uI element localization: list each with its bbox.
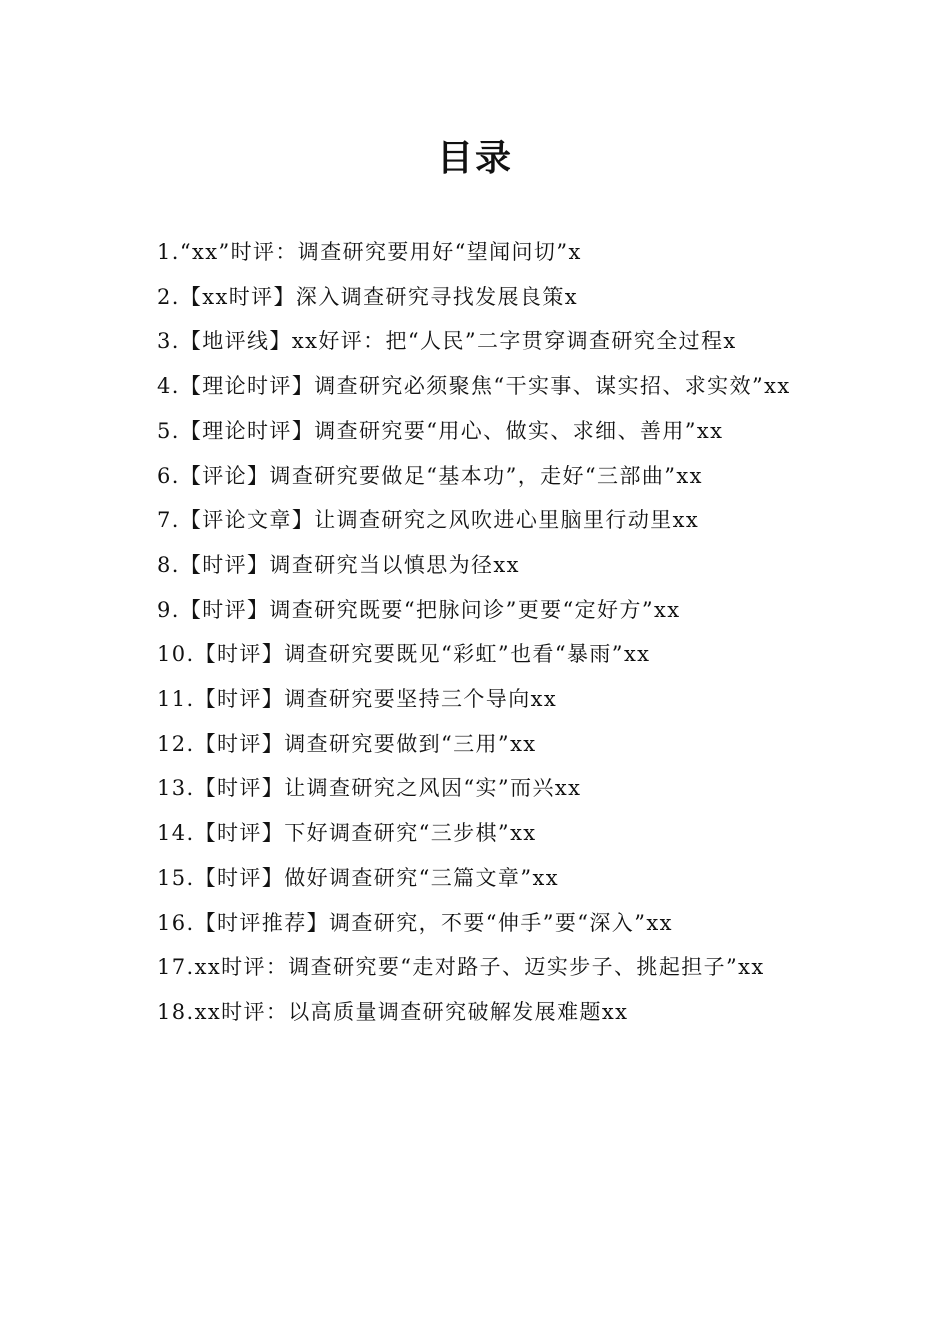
toc-entry-11[interactable]: 11.【时评】调查研究要坚持三个导向xx — [157, 687, 558, 712]
toc-entry-12[interactable]: 12.【时评】调查研究要做到“三用”xx — [157, 731, 537, 756]
toc-entry-15[interactable]: 15.【时评】做好调查研究“三篇文章”xx — [157, 865, 559, 890]
toc-entry-9[interactable]: 9.【时评】调查研究既要“把脉问诊”更要“定好方”xx — [157, 597, 681, 622]
toc-entry-17[interactable]: 17.xx时评：调查研究要“走对路子、迈实步子、挑起担子”xx — [157, 955, 765, 980]
toc-entry-2[interactable]: 2.【xx时评】深入调查研究寻找发展良策x — [157, 284, 578, 309]
toc-entry-18[interactable]: 18.xx时评：以高质量调查研究破解发展难题xx — [157, 999, 629, 1024]
toc-entry-8[interactable]: 8.【时评】调查研究当以慎思为径xx — [157, 552, 520, 577]
toc-entry-6[interactable]: 6.【评论】调查研究要做足“基本功”，走好“三部曲”xx — [157, 463, 703, 488]
toc-entry-4[interactable]: 4.【理论时评】调查研究必须聚焦“干实事、谋实招、求实效”xx — [157, 374, 791, 399]
toc-entry-5[interactable]: 5.【理论时评】调查研究要“用心、做实、求细、善用”xx — [157, 418, 724, 443]
toc-entry-1[interactable]: 1.“xx”时评：调查研究要用好“望闻问切”x — [157, 240, 582, 264]
toc-entry-3[interactable]: 3.【地评线】xx好评：把“人民”二字贯穿调查研究全过程x — [157, 329, 737, 354]
toc-entry-13[interactable]: 13.【时评】让调查研究之风因“实”而兴xx — [157, 776, 582, 801]
page-title: 目录 — [436, 137, 513, 179]
toc-entry-16[interactable]: 16.【时评推荐】调查研究，不要“伸手”要“深入”xx — [157, 910, 673, 935]
toc-entry-7[interactable]: 7.【评论文章】让调查研究之风吹进心里脑里行动里xx — [157, 508, 700, 533]
toc-entry-10[interactable]: 10.【时评】调查研究要既见“彩虹”也看“暴雨”xx — [157, 642, 651, 667]
table-of-contents — [121, 230, 827, 1035]
toc-entry-14[interactable]: 14.【时评】下好调查研究“三步棋”xx — [157, 821, 537, 846]
